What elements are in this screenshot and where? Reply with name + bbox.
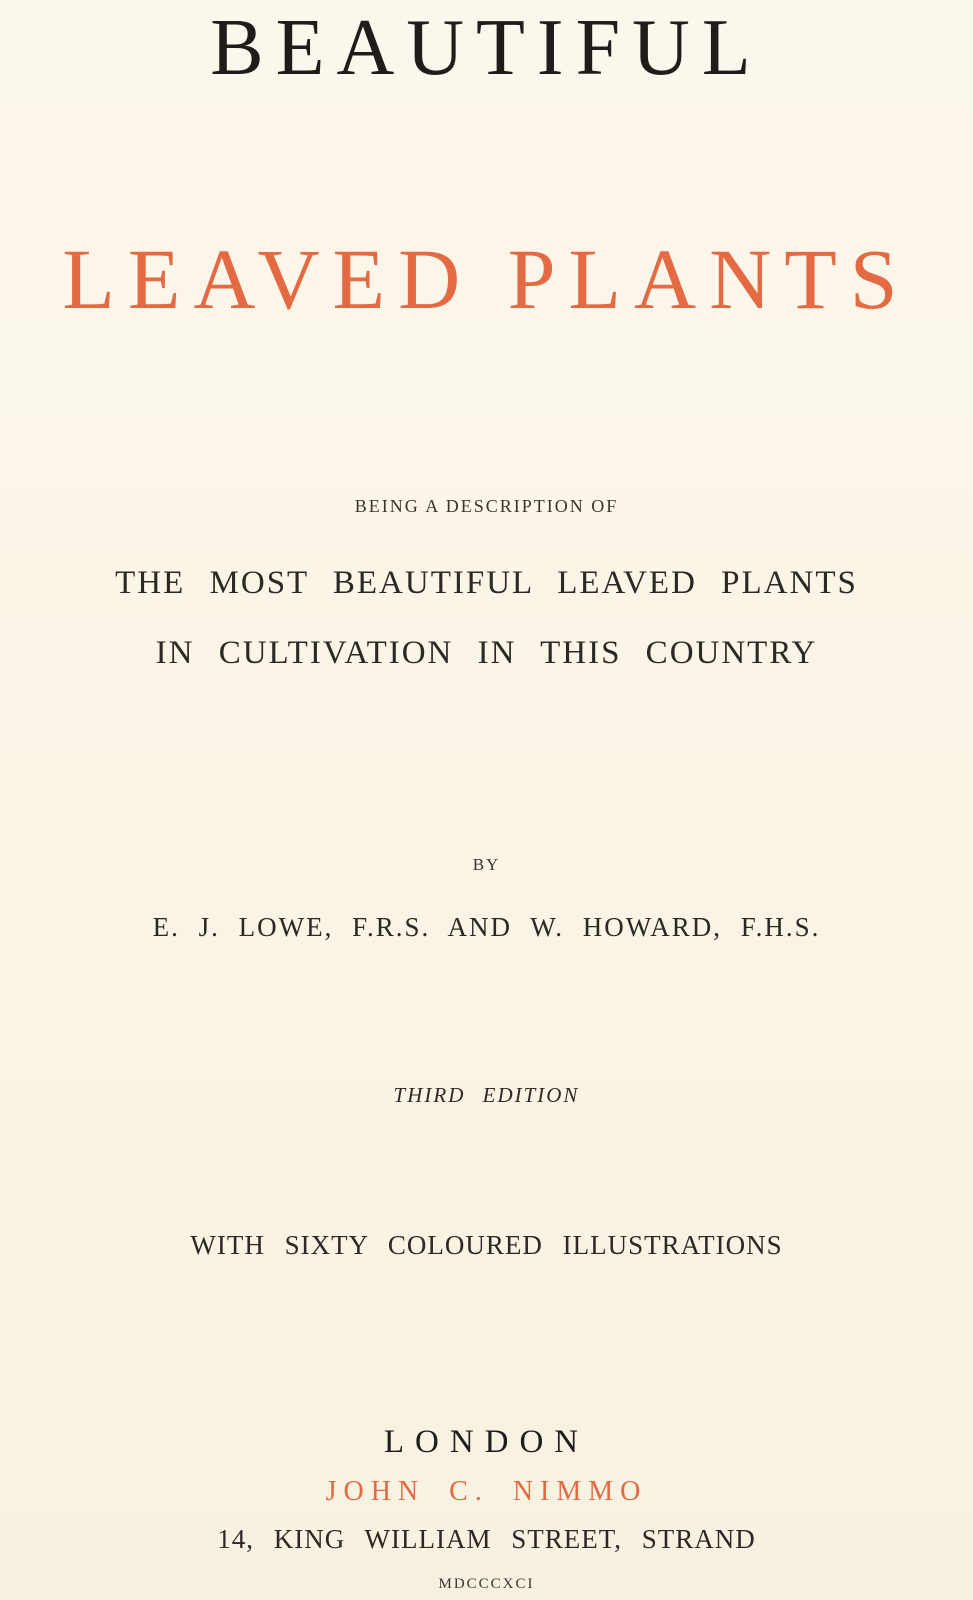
publication-city: LONDON xyxy=(383,1424,590,1460)
publication-year: MDCCCXCI xyxy=(438,1576,535,1592)
subtitle-line-2: IN CULTIVATION IN THIS COUNTRY xyxy=(155,635,818,671)
publisher-name: JOHN C. NIMMO xyxy=(325,1476,648,1507)
title-line-beautiful: BEAUTIFUL xyxy=(210,4,763,92)
being-a-description-of: BEING A DESCRIPTION OF xyxy=(354,496,619,516)
edition: THIRD EDITION xyxy=(393,1083,580,1107)
subtitle-line-1: THE MOST BEAUTIFUL LEAVED PLANTS xyxy=(115,565,858,601)
authors: E. J. LOWE, F.R.S. AND W. HOWARD, F.H.S. xyxy=(152,912,821,942)
title-line-leaved-plants: LEAVED PLANTS xyxy=(62,231,911,327)
by-label: BY xyxy=(472,855,501,874)
publisher-address: 14, KING WILLIAM STREET, STRAND xyxy=(217,1524,756,1554)
illustrations-note: WITH SIXTY COLOURED ILLUSTRATIONS xyxy=(190,1230,783,1260)
